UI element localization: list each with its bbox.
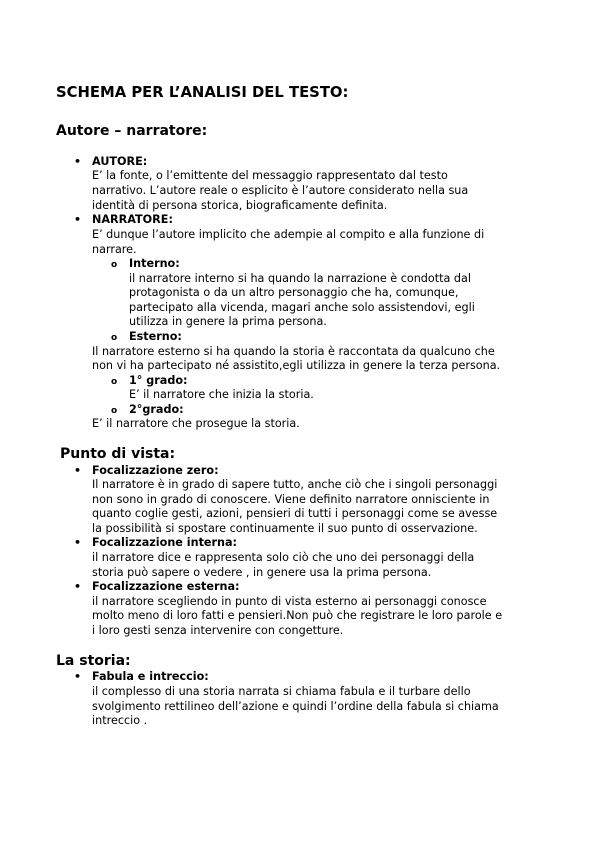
item-focalizzazione-zero-text-line: non sono in grado di conoscere. Viene definito narratore onnisciente in bbox=[92, 493, 490, 506]
item-fabula-intreccio-text-line: svolgimento rettilineo dell’azione e quindi l’ordine della fabula si chiama bbox=[92, 700, 499, 713]
document-title: SCHEMA PER L’ANALISI DEL TESTO: bbox=[56, 84, 349, 101]
item-focalizzazione-zero-text-line: la possibilità si spostare continuamente il suo punto di osservazione. bbox=[92, 522, 478, 535]
item-fabula-intreccio-text-line: intreccio . bbox=[92, 714, 148, 727]
section-heading-autore: Autore – narratore: bbox=[56, 123, 208, 139]
subitem-primo-grado-label: o 1° grado: bbox=[129, 374, 188, 389]
item-focalizzazione-interna-text-line: il narratore dice e rappresenta solo ciò che uno dei personaggi della bbox=[92, 551, 475, 564]
item-focalizzazione-esterna-text-line: i loro gesti senza intervenire con congetture. bbox=[92, 624, 344, 637]
subitem-primo-grado-text-line: E’ il narratore che inizia la storia. bbox=[129, 388, 314, 401]
item-focalizzazione-esterna-text-line: molto meno di loro fatti e pensieri.Non può che registrare le loro parole e bbox=[92, 609, 503, 622]
item-focalizzazione-zero-text-line: Il narratore è in grado di sapere tutto, anche ciò che i singoli personaggi bbox=[92, 478, 498, 491]
item-autore-text-line: narrativo. L’autore reale o esplicito è l’autore considerato nella sua bbox=[92, 184, 469, 197]
item-focalizzazione-zero-text-line: quanto coglie gesti, azioni, pensieri di tutti i personaggi come se avesse bbox=[92, 507, 498, 520]
subitem-interno-text-line: partecipato alla vicenda, magari anche solo assistendovi, egli bbox=[129, 301, 475, 314]
item-autore-text-line: E’ la fonte, o l’emittente del messaggio rappresentato dal testo bbox=[92, 169, 448, 182]
subitem-esterno-text-line: Il narratore esterno si ha quando la storia è raccontata da qualcuno che bbox=[92, 345, 495, 358]
item-fabula-intreccio-text-line: il complesso di una storia narrata si chiama fabula e il turbare dello bbox=[92, 685, 471, 698]
section-heading-la-storia: La storia: bbox=[56, 653, 131, 669]
item-autore-text-line: identità di persona storica, biograficamente definita. bbox=[92, 199, 388, 212]
subitem-secondo-grado-label: o 2°grado: bbox=[129, 403, 184, 418]
item-focalizzazione-interna-label: • Focalizzazione interna: bbox=[92, 536, 237, 551]
item-focalizzazione-interna-text-line: storia può sapere o vedere , in genere usa la prima persona. bbox=[92, 566, 432, 579]
item-focalizzazione-zero-label: • Focalizzazione zero: bbox=[92, 464, 219, 479]
subitem-interno-text-line: protagonista o da un altro personaggio che ha, comunque, bbox=[129, 286, 459, 299]
subitem-interno-text-line: il narratore interno si ha quando la narrazione è condotta dal bbox=[129, 272, 471, 285]
item-fabula-intreccio-label: • Fabula e intreccio: bbox=[92, 670, 209, 685]
item-autore-label: • AUTORE: bbox=[92, 155, 147, 170]
section-heading-punto-di-vista: Punto di vista: bbox=[60, 446, 176, 462]
subitem-interno-text-line: utilizza in genere la prima persona. bbox=[129, 315, 327, 328]
item-focalizzazione-esterna-text-line: il narratore scegliendo in punto di vista esterno ai personaggi conosce bbox=[92, 595, 487, 608]
item-focalizzazione-esterna-label: • Focalizzazione esterna: bbox=[92, 580, 239, 595]
subitem-esterno-label: o Esterno: bbox=[129, 330, 182, 345]
subitem-esterno-text-line: non vi ha partecipato né assistito,egli utilizza in genere la terza persona. bbox=[92, 359, 501, 372]
item-narratore-text-line: narrare. bbox=[92, 243, 137, 256]
subitem-secondo-grado-text-line: E’ il narratore che prosegue la storia. bbox=[92, 417, 300, 430]
item-narratore-text-line: E’ dunque l’autore implicito che adempie al compito e alla funzione di bbox=[92, 228, 485, 241]
subitem-interno-label: o Interno: bbox=[129, 257, 180, 272]
item-narratore-label: • NARRATORE: bbox=[92, 213, 173, 228]
